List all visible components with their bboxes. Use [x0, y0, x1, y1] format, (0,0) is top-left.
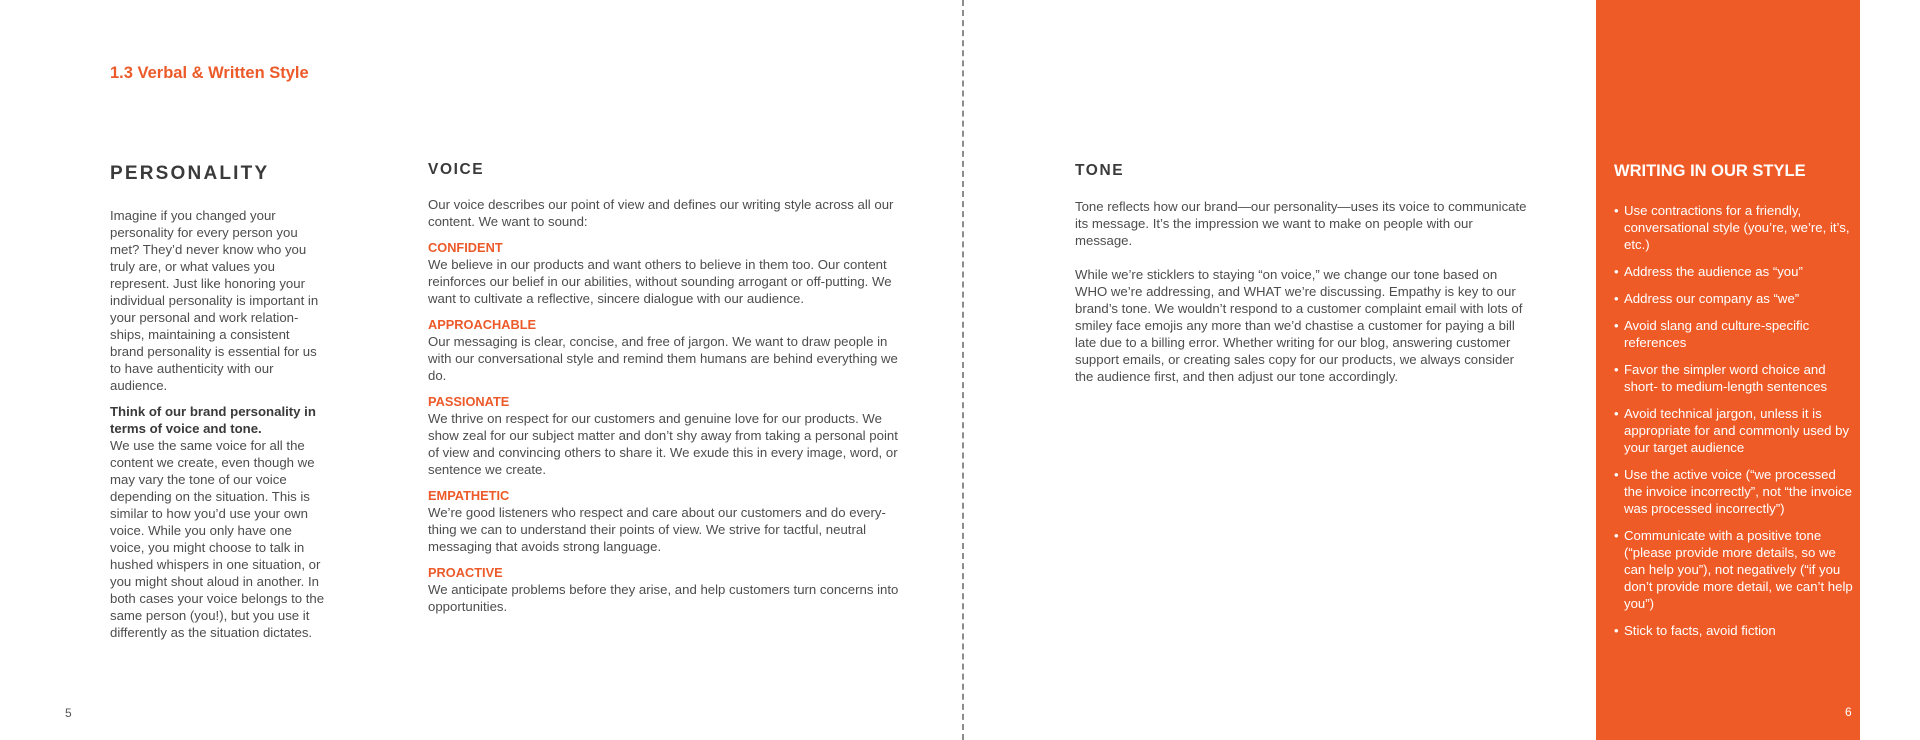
- tone-heading: TONE: [1075, 162, 1125, 179]
- style-item: [1614, 317, 1854, 351]
- trait-text: We believe in our products and want others to believe in them too. Our content reinforces our belief in our abilities, without sounding arrogant or off-putting. We want to cultivate a reflective, sincere dialogue with our audience.: [428, 257, 892, 306]
- writing-style-heading: WRITING IN OUR STYLE: [1614, 162, 1806, 180]
- style-item: [1614, 202, 1854, 253]
- style-item: [1614, 466, 1854, 517]
- trait-name: PROACTIVE: [428, 565, 503, 580]
- page-number-left: 5: [65, 706, 72, 720]
- tone-column: [1075, 162, 1530, 385]
- style-item: [1614, 263, 1854, 280]
- bullet-icon: •: [1614, 264, 1619, 279]
- bullet-icon: •: [1614, 623, 1619, 638]
- writing-style-list: [1614, 162, 1854, 649]
- bullet-icon: •: [1614, 291, 1619, 306]
- personality-column: [110, 163, 325, 641]
- style-item: [1614, 405, 1854, 456]
- personality-lead: Think of our brand personality in terms of voice and tone.: [110, 404, 316, 436]
- trait-text: We anticipate problems before they arise, and help customers turn concerns into opportunities.: [428, 582, 899, 614]
- bullet-icon: •: [1614, 467, 1619, 482]
- bullet-icon: •: [1614, 528, 1619, 543]
- page-number-right: 6: [1845, 705, 1852, 719]
- trait-text: We thrive on respect for our customers and genuine love for our products. We show zeal for our subject matter and don’t shy away from taking a personal point of view and convincing others to share it. We exude this in every image, word, or sentence we create.: [428, 411, 898, 477]
- writing-style-items: [1614, 202, 1854, 639]
- trait-name: APPROACHABLE: [428, 317, 537, 332]
- style-item-text: Avoid technical jargon, unless it is appropriate for and commonly used by your target audience: [1624, 406, 1850, 455]
- trait-text: We’re good listeners who respect and care about our customers and do every-thing we can to understand their points of view. We strive for tactful, neutral messaging that avoids strong language.: [428, 505, 886, 554]
- tone-paragraph-1: Tone reflects how our brand—our personality—uses its voice to communicate its message. It’s the impression we want to make on people with our message.: [1075, 199, 1527, 248]
- bullet-icon: •: [1614, 318, 1619, 333]
- voice-trait: [428, 487, 900, 555]
- bullet-icon: •: [1614, 362, 1619, 377]
- voice-trait: [428, 316, 900, 384]
- style-item: [1614, 361, 1854, 395]
- style-item-text: Use contractions for a friendly, conversational style (you’re, we’re, it’s, etc.): [1624, 203, 1850, 252]
- style-item-text: Address our company as “we”: [1624, 291, 1800, 306]
- bullet-icon: •: [1614, 203, 1619, 218]
- voice-trait: [428, 393, 900, 478]
- page-divider: [962, 0, 964, 740]
- personality-heading: PERSONALITY: [110, 163, 270, 184]
- style-item-text: Communicate with a positive tone (“please provide more details, so we can help you”), not negatively (“if you don’t provide more detail, we can’t help you”): [1624, 528, 1853, 611]
- voice-trait: [428, 239, 900, 307]
- trait-text: Our messaging is clear, concise, and free of jargon. We want to draw people in with our conversational style and remind them humans are behind everything we do.: [428, 334, 898, 383]
- section-title: 1.3 Verbal & Written Style: [110, 64, 309, 82]
- tone-paragraph-2: While we’re sticklers to staying “on voice,” we change our tone based on WHO we’re addressing, and WHAT we’re discussing. Empathy is key to our brand’s tone. We wouldn’t respond to a customer complaint email with lots of smiley face emojis any more than we’d chastise a customer for paying a bill late due to a billing error. Whether writing for our blog, answering customer support emails, or creating sales copy for our products, we always consider the audience first, and then adjust our tone accordingly.: [1075, 267, 1523, 384]
- voice-intro: Our voice describes our point of view and defines our writing style across all our content. We want to sound:: [428, 197, 894, 229]
- voice-heading: VOICE: [428, 161, 485, 178]
- style-item-text: Use the active voice (“we processed the invoice incorrectly”, not “the invoice was processed incorrectly”): [1624, 467, 1852, 516]
- style-item-text: Avoid slang and culture-specific references: [1624, 318, 1810, 350]
- bullet-icon: •: [1614, 406, 1619, 421]
- trait-name: PASSIONATE: [428, 394, 510, 409]
- voice-trait: [428, 564, 900, 615]
- style-item: [1614, 527, 1854, 612]
- trait-name: CONFIDENT: [428, 240, 503, 255]
- style-item: [1614, 622, 1854, 639]
- style-item-text: Favor the simpler word choice and short- to medium-length sentences: [1624, 362, 1828, 394]
- style-item-text: Stick to facts, avoid fiction: [1624, 623, 1776, 638]
- style-item-text: Address the audience as “you”: [1624, 264, 1803, 279]
- style-item: [1614, 290, 1854, 307]
- personality-body: We use the same voice for all the content we create, even though we may vary the tone of our voice depending on the situation. This is similar to how you’d use your own voice. While you only have one voice, you might choose to talk in hushed whispers in one situation, or you might shout aloud in another. In both cases your voice belongs to the same person (you!), but you use it differently as the situation dictates.: [110, 438, 325, 640]
- trait-name: EMPATHETIC: [428, 488, 510, 503]
- personality-intro: Imagine if you changed your personality for every person you met? They’d never know who you truly are, or what values you represent. Just like honoring your individual personality is important in your personal and work relation-ships, maintaining a consistent brand personality is essential for us to have authenticity with our audience.: [110, 208, 319, 393]
- voice-column: [428, 161, 900, 615]
